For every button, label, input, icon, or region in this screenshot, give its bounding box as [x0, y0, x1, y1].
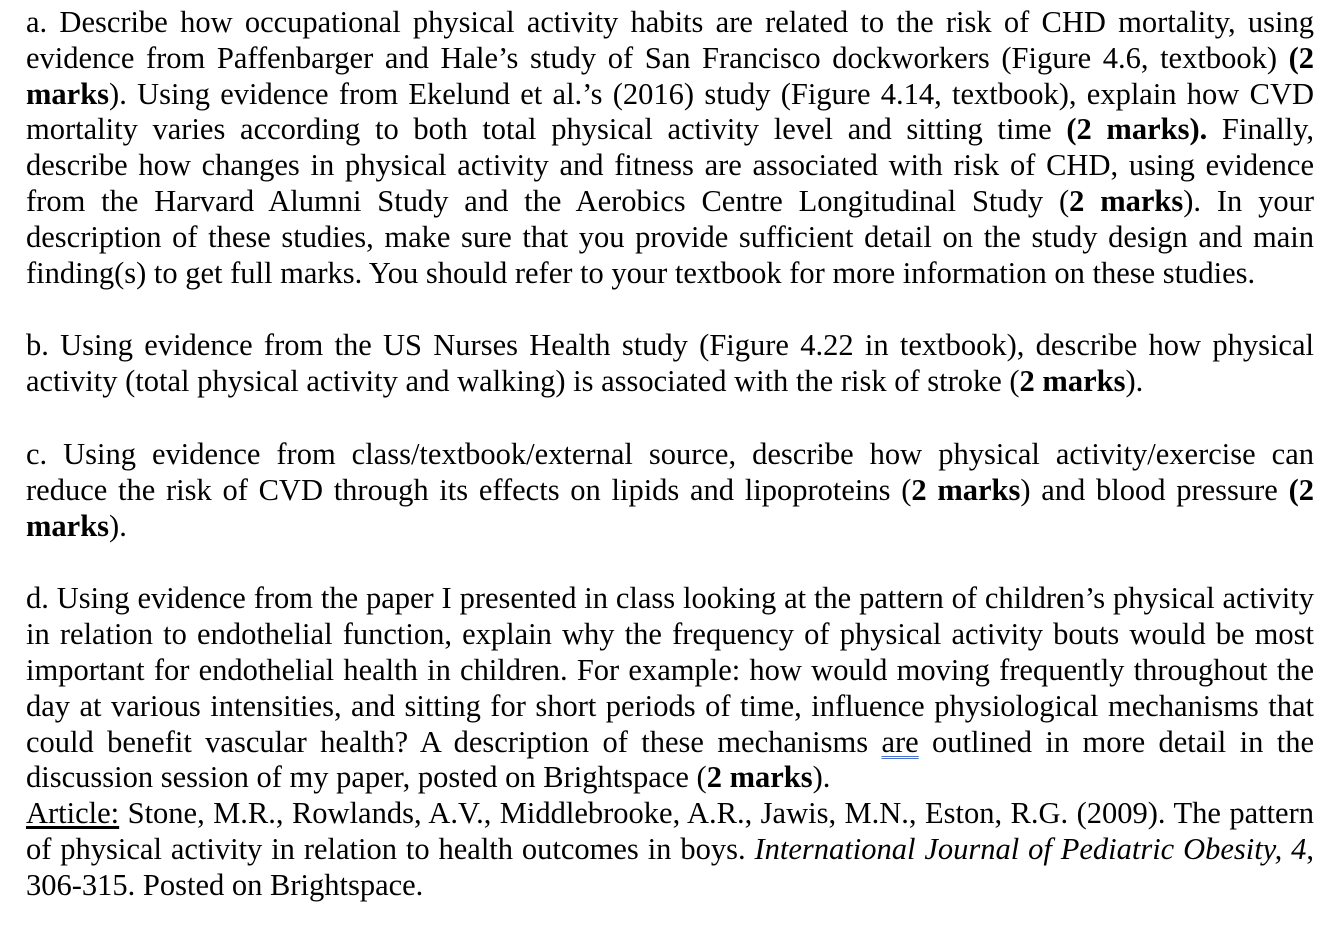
question-a-marks-1: (2 marks	[26, 40, 1314, 111]
question-d-text-2: outlined in more detail in the discussion session of my paper, posted on Brightspace (	[26, 724, 1314, 795]
article-reference	[26, 796, 1314, 903]
question-a-text-1: a. Describe how occupational physical activity habits are related to the risk of CHD mortality, using evidence from Paffenbarger and Hale’s study of San Francisco dockworkers (Figure 4.6, textbook)	[26, 5, 1314, 75]
article-pages: , 306-315. Posted on Brightspace.	[26, 831, 1314, 902]
document-body	[26, 5, 1314, 904]
article-journal: International Journal of Pediatric Obesity, 4	[754, 831, 1307, 866]
question-c-text-2: ) and blood pressure	[1020, 472, 1289, 507]
question-d	[26, 581, 1314, 796]
article-label: Article:	[26, 796, 120, 831]
question-c-text-1: c. Using evidence from class/textbook/external source, describe how physical activity/exercise can reduce the risk of CVD through its effects on lipids and lipoproteins (	[26, 436, 1314, 507]
question-a-text-4: ). In your description of these studies, make sure that you provide sufficient detail on the study design and main finding(s) to get full marks. You should refer to your textbook for more information on these studies.	[26, 183, 1314, 290]
question-a-marks-3: 2 marks	[1069, 183, 1184, 218]
question-c-marks-2: (2 marks	[26, 472, 1314, 543]
question-b-text-2: ).	[1125, 364, 1144, 399]
question-a	[26, 5, 1314, 291]
question-a-text-2: ). Using evidence from Ekelund et al.’s (2016) study (Figure 4.14, textbook), explain how CVD mortality varies according to both total physical activity level and sitting time	[26, 76, 1314, 147]
question-a-marks-2: (2 marks).	[1066, 112, 1208, 147]
question-b-text-1: b. Using evidence from the US Nurses Health study (Figure 4.22 in textbook), describe how physical activity (total physical activity and walking) is associated with the risk of stroke (	[26, 328, 1314, 399]
question-c	[26, 437, 1314, 544]
grammar-flag-are: are	[881, 724, 919, 759]
question-a-text-3: Finally, describe how changes in physical activity and fitness are associated with risk of CHD, using evidence from the Harvard Alumni Study and the Aerobics Centre Longitudinal Study (	[26, 112, 1314, 218]
question-d-text-1: d. Using evidence from the paper I presented in class looking at the pattern of children’s physical activity in relation to endothelial function, explain why the frequency of physical activity bouts would be most important for endothelial health in children. For example: how would moving frequently throughout the day at various intensities, and sitting for short periods of time, influence physiological mechanisms that could benefit vascular health? A description of these mechanisms	[26, 581, 1314, 759]
question-d-text-3: ).	[812, 760, 831, 795]
article-citation: Stone, M.R., Rowlands, A.V., Middlebrooke, A.R., Jawis, M.N., Eston, R.G. (2009). The pattern of physical activity in relation to health outcomes in boys.	[26, 796, 1314, 866]
question-b	[26, 328, 1314, 400]
question-c-text-3: ).	[109, 508, 127, 543]
question-c-marks-1: 2 marks	[911, 472, 1021, 507]
question-d-marks-1: 2 marks	[706, 760, 813, 795]
question-b-marks-1: 2 marks	[1019, 364, 1126, 399]
